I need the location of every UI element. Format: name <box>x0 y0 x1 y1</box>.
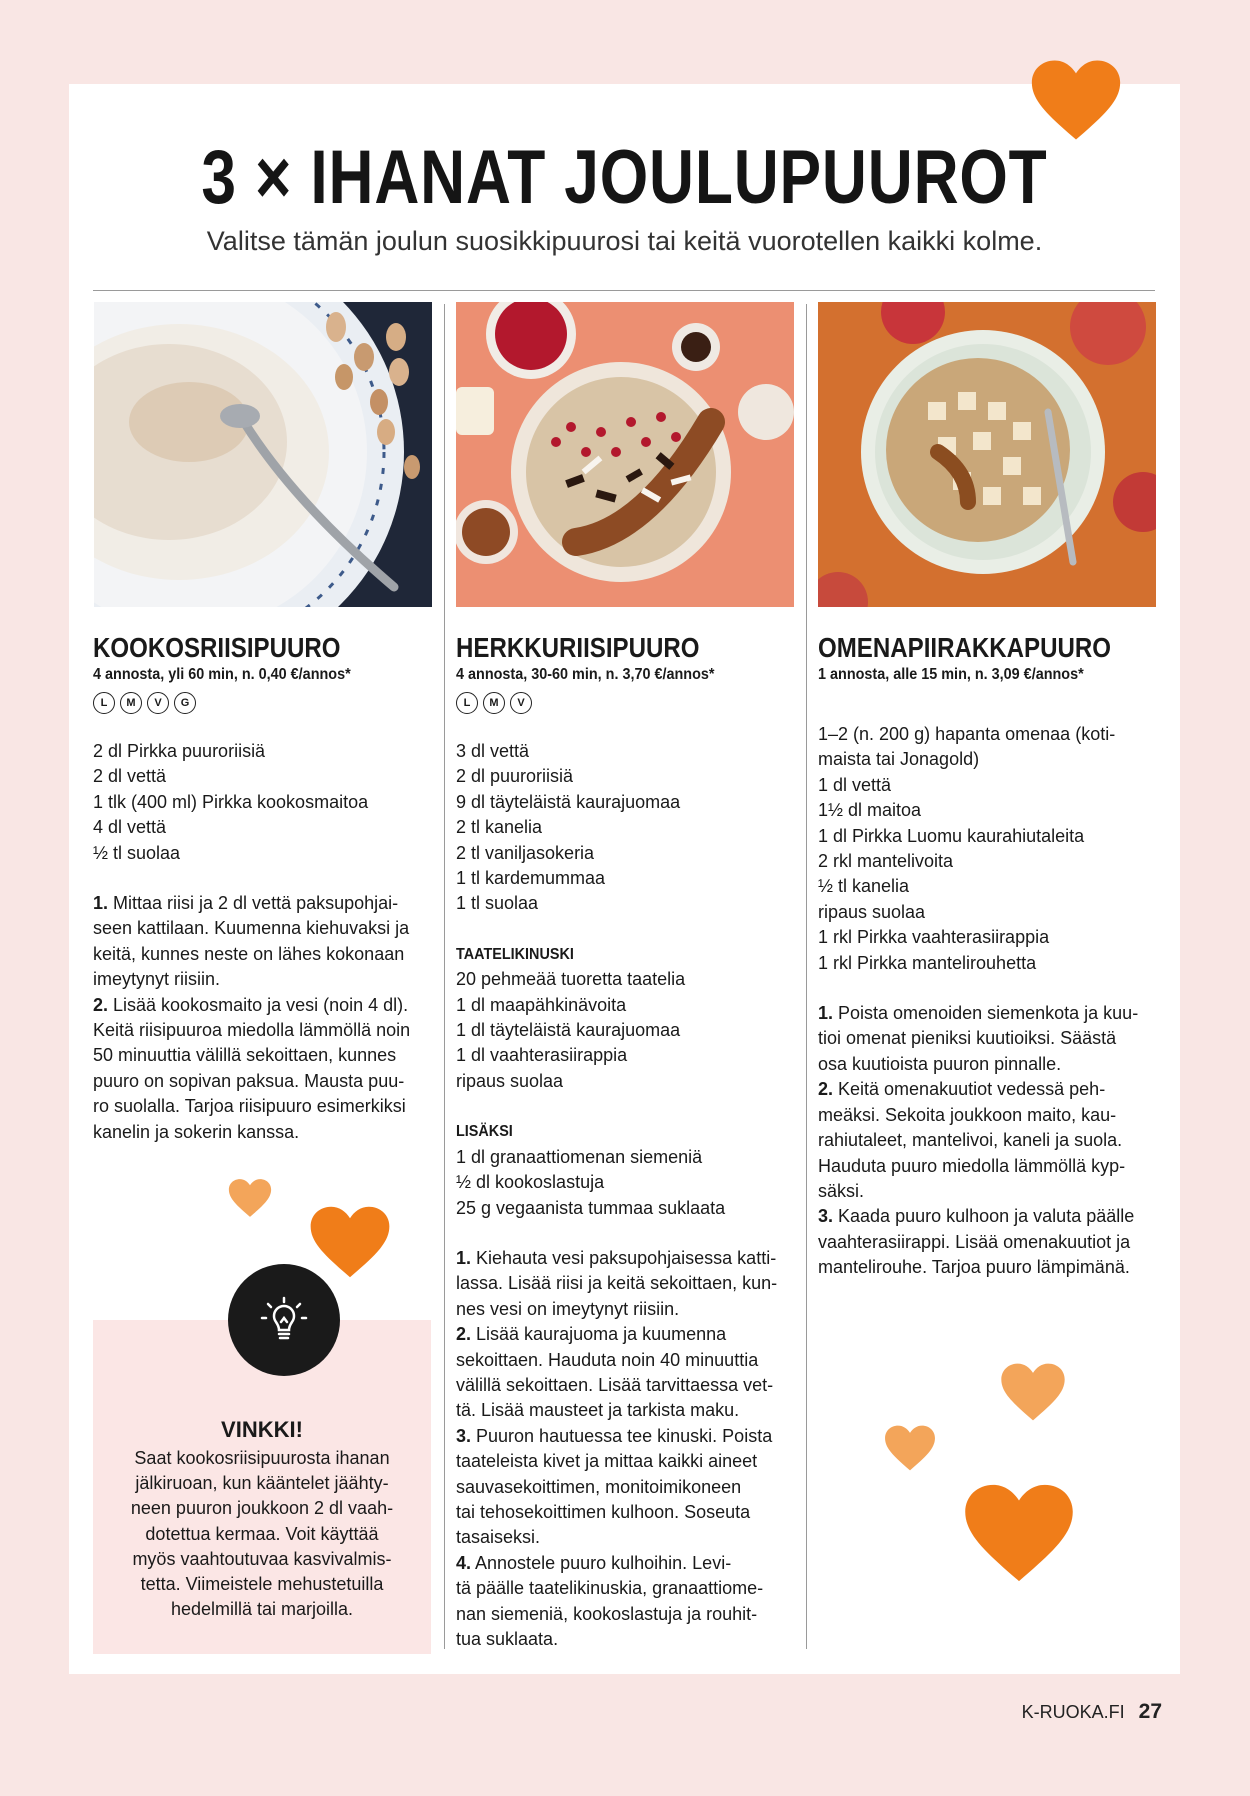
page-title: 3 × IHANAT JOULUPUUROT <box>201 135 1048 220</box>
ingredient-list <box>456 967 798 1094</box>
site-name: K-RUOKA.FI <box>1021 1702 1125 1722</box>
ingredient: 2 dl Pirkka puuroriisiä <box>93 741 266 761</box>
recipe-meta: 4 annosta, yli 60 min, n. 0,40 €/annos* <box>93 666 351 683</box>
ingredient-list <box>93 739 435 866</box>
ingredient: 1–2 (n. 200 g) hapanta omenaa (koti- <box>818 724 1116 744</box>
recipe-name: OMENAPIIRAKKAPUURO <box>818 632 1111 663</box>
ingredient: 3 dl vettä <box>456 741 530 761</box>
ingredient: ½ dl kookoslastuja <box>456 1172 605 1193</box>
step-2: 2. Lisää kookosmaito ja vesi (noin 4 dl). Keitä riisipuuroa miedolla lämmöllä noin 50 minuuttia välillä sekoittaen, kunnes puuro on sopivan paksua. Mausta puu- ro suolalla. Tarjoa riisipuuro esimerkiksi kanelin ja sokerin kanssa. <box>93 994 411 1142</box>
ingredient: ripaus suolaa <box>818 901 926 922</box>
step-1: 1. Poista omenoiden siemenkota ja kuu- tioi omenat pieniksi kuutioiksi. Säästä osa kuutioista puuron pinnalle. <box>818 1003 1139 1074</box>
diet-badge: M <box>120 692 142 714</box>
diet-badge: L <box>93 692 115 714</box>
step-2: 2. Lisää kaurajuoma ja kuumenna sekoittaen. Hauduta noin 40 minuuttia välillä sekoittaen. Lisää tarvittaessa vet- tä. Lisää mausteet ja tarkista maku. <box>456 1324 774 1421</box>
heart-icon <box>1000 1362 1066 1422</box>
ingredient: maista tai Jonagold) <box>818 749 980 770</box>
heart-icon <box>309 1205 391 1279</box>
subsection-title: TAATELIKINUSKI <box>456 945 574 963</box>
ingredient: 1 dl granaattiomenan siemeniä <box>456 1146 703 1167</box>
step-4: 4. Annostele puuro kulhoihin. Levi- tä päälle taatelikinuskia, granaattiome- nan siemeniä, kookoslastuja ja rouhit- tua suklaata. <box>456 1552 764 1649</box>
heart-icon <box>884 1424 936 1472</box>
ingredient: 1 dl täyteläistä kaurajuomaa <box>456 1020 681 1041</box>
ingredient: 2 tl kanelia <box>456 817 543 838</box>
ingredient: 20 pehmeää tuoretta taatelia <box>456 969 686 990</box>
recipe-kookosriisipuuro <box>93 632 435 1145</box>
apple-porridge-photo <box>818 302 1156 607</box>
tip-box <box>93 1320 431 1654</box>
tip-title: VINKKI! <box>221 1417 303 1442</box>
ingredient: 1 dl vaahterasiirappia <box>456 1045 628 1066</box>
recipe-omenapiirakkapuuro <box>818 632 1160 1281</box>
ingredient: 2 rkl mantelivoita <box>818 851 954 872</box>
diet-badge: V <box>510 692 532 714</box>
recipe-name: HERKKURIISIPUURO <box>456 632 700 663</box>
page-sheet <box>69 84 1180 1674</box>
ingredient: 1 dl vettä <box>818 774 892 795</box>
page-number: 27 <box>1138 1700 1162 1723</box>
recipe-meta: 1 annosta, alle 15 min, n. 3,09 €/annos* <box>818 666 1084 683</box>
column-divider <box>806 304 807 1649</box>
ingredient-list <box>818 722 1160 976</box>
ingredient: 1 tl kardemummaa <box>456 868 606 889</box>
step-2: 2. Keitä omenakuutiot vedessä peh- meäksi. Sekoita joukkoon maito, kau- rahiutaleet, mantelivoi, kaneli ja suola. Hauduta puuro miedolla lämmöllä kyp- säksi. <box>818 1079 1126 1201</box>
ingredient: 25 g vegaanista tummaa suklaata <box>456 1197 726 1218</box>
ingredient: 1 rkl Pirkka vaahterasiirappia <box>818 927 1050 948</box>
ingredient: ½ tl suolaa <box>93 842 181 863</box>
ingredient: 2 dl vettä <box>93 766 167 787</box>
ingredient: ½ tl kanelia <box>818 876 910 897</box>
ingredient: ripaus suolaa <box>456 1070 564 1091</box>
step-1: 1. Mittaa riisi ja 2 dl vettä paksupohjai- seen kattilaan. Kuumenna kiehuvaksi ja keitä, kunnes neste on lähes kokonaan imeytynyt riisiin. <box>93 893 410 990</box>
rice-pudding-bowl-photo <box>456 302 794 607</box>
diet-badge: M <box>483 692 505 714</box>
diet-badge: G <box>174 692 196 714</box>
ingredient: 1 dl maapähkinävoita <box>456 994 627 1015</box>
header-divider <box>93 290 1155 291</box>
subsection-title: LISÄKSI <box>456 1123 513 1141</box>
diet-badge: L <box>456 692 478 714</box>
ingredient: 1 tl suolaa <box>456 893 539 914</box>
heart-icon <box>963 1482 1075 1584</box>
recipe-name: KOOKOSRIISIPUURO <box>93 632 341 663</box>
ingredient: 1½ dl maitoa <box>818 800 922 821</box>
ingredient: 1 dl Pirkka Luomu kaurahiutaleita <box>818 825 1085 846</box>
diet-badges <box>456 692 798 714</box>
step-3: 3. Puuron hautuessa tee kinuski. Poista taateleista kivet ja mittaa kaikki aineet sauvasekoittimen, monitoimikoneen tai tehosekoittimen kulhoon. Soseuta tasaiseksi. <box>456 1425 773 1548</box>
ingredient: 9 dl täyteläistä kaurajuomaa <box>456 791 681 812</box>
step-1: 1. Kiehauta vesi paksupohjaisessa katti- lassa. Lisää riisi ja keitä sekoittaen, kun- nes vesi on imeytynyt riisiin. <box>456 1247 778 1319</box>
ingredient: 2 dl puuroriisiä <box>456 766 574 787</box>
heart-icon <box>1030 58 1122 142</box>
ingredient-list <box>456 739 798 917</box>
ingredient: 4 dl vettä <box>93 817 167 838</box>
lightbulb-icon <box>228 1264 340 1376</box>
diet-badge: V <box>147 692 169 714</box>
diet-badges <box>93 692 435 714</box>
column-divider <box>444 304 445 1649</box>
ingredient: 2 tl vaniljasokeria <box>456 842 595 863</box>
recipe-meta: 4 annosta, 30-60 min, n. 3,70 €/annos* <box>456 666 715 683</box>
ingredient: 1 tlk (400 ml) Pirkka kookosmaitoa <box>93 791 369 812</box>
page-subtitle: Valitse tämän joulun suosikkipuurosi tai keitä vuorotellen kaikki kolme. <box>206 226 1043 256</box>
recipe-herkkuriisipuuro <box>456 632 798 1652</box>
heart-icon <box>228 1178 272 1218</box>
step-3: 3. Kaada puuro kulhoon ja valuta päälle vaahterasiirappi. Lisää omenakuutiot ja mantelirouhe. Tarjoa puuro lämpimänä. <box>818 1206 1135 1278</box>
ingredient-list <box>456 1145 798 1221</box>
rice-porridge-photo <box>94 302 432 607</box>
tip-text: Saat kookosriisipuurosta ihanan jälkiruoan, kun kääntelet jäähty- neen puuron joukkoon 2 dl vaah- dotettua kermaa. Voit käyttää myös vaahtoutuvaa kasvivalmis- tetta. Viimeistele mehustetuilla hedelmillä tai marjoilla. <box>130 1448 394 1620</box>
ingredient: 1 rkl Pirkka mantelirouhetta <box>818 952 1037 973</box>
page-footer <box>1022 1700 1162 1724</box>
